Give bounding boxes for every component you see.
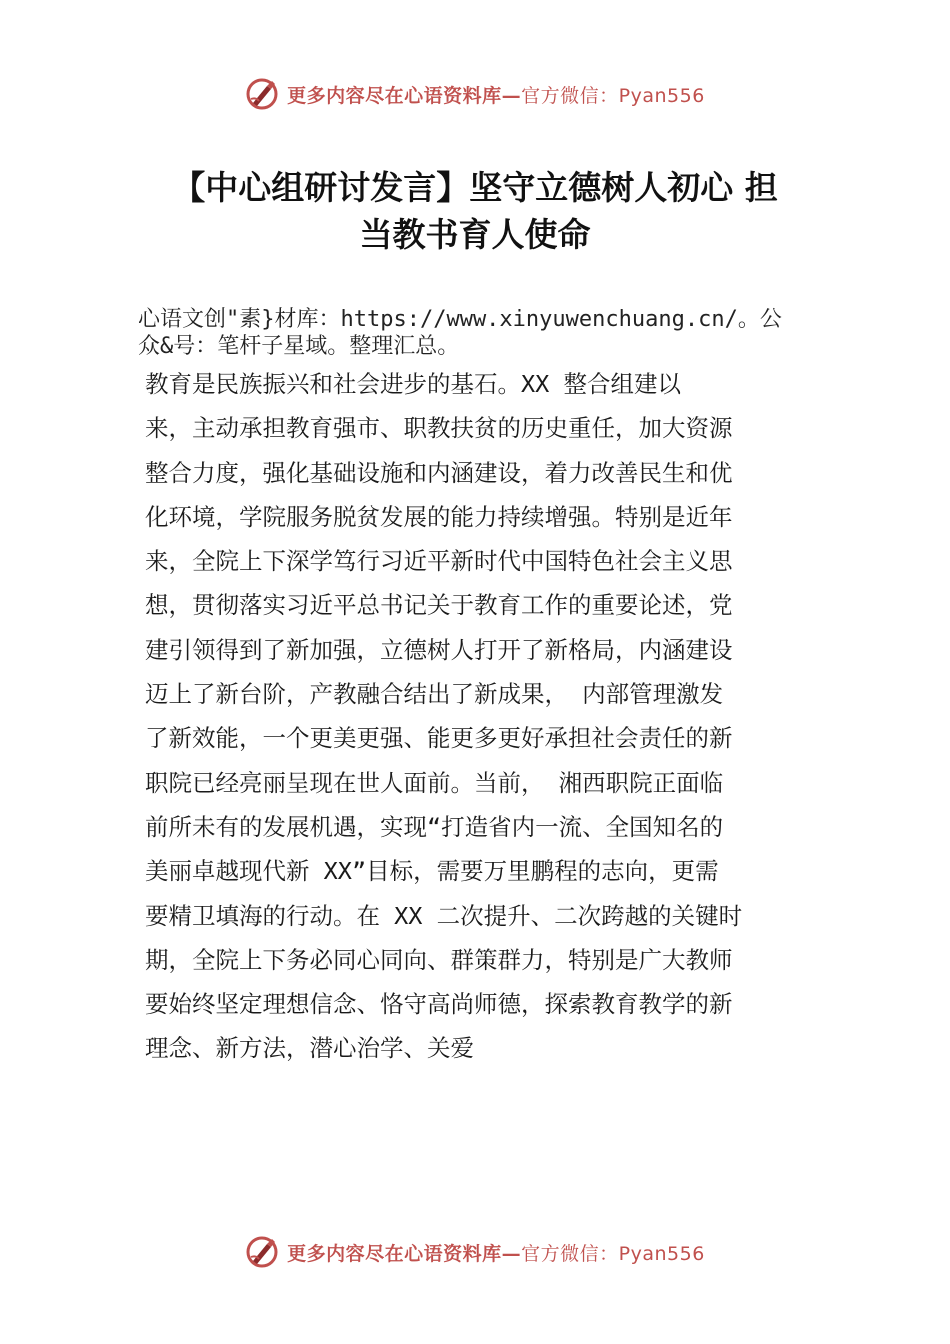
document-title: [60, 164, 890, 258]
source-note: [138, 306, 838, 360]
pen-logo-icon: [245, 77, 279, 111]
body-line: 要精卫填海的行动。在 XX 二次提升、二次跨越的关键时: [145, 901, 743, 930]
body-line: 化环境，学院服务脱贫发展的能力持续增强。特别是近年: [145, 502, 733, 531]
banner-text: 更多内容尽在心语资料库—官方微信：Pyan556: [287, 84, 705, 107]
header-banner: [0, 72, 950, 116]
pen-logo-icon: [245, 1235, 279, 1269]
banner-text: 更多内容尽在心语资料库—官方微信：Pyan556: [287, 1242, 705, 1265]
body-line: 期，全院上下务必同心同向、群策群力，特别是广大教师: [145, 945, 733, 974]
body-line: 理念、新方法，潜心治学、关爱: [145, 1034, 474, 1063]
body-line: 建引领得到了新加强，立德树人打开了新格局，内涵建设: [145, 635, 733, 664]
body-line: 想，贯彻落实习近平总书记关于教育工作的重要论述，党: [145, 591, 733, 620]
body-line: 了新效能，一个更美更强、能更多更好承担社会责任的新: [145, 724, 733, 753]
body-line: 教育是民族振兴和社会进步的基石。XX 整合组建以: [145, 370, 681, 398]
source-line: 心语文创"素}材库：https://www.xinyuwenchuang.cn/。公: [138, 307, 782, 332]
wechat-id: 官方微信：Pyan556: [521, 84, 705, 107]
body-line: 来，主动承担教育强市、职教扶贫的历史重任，加大资源: [145, 414, 733, 443]
title-line: 当教书育人使命: [359, 215, 591, 254]
footer-banner: [0, 1230, 950, 1274]
body-line: 要始终坚定理想信念、恪守高尚师德，探索教育教学的新: [145, 990, 733, 1019]
body-line: 前所未有的发展机遇，实现“打造省内一流、全国知名的: [145, 812, 724, 841]
source-line: 众&号：笔杆子星域。整理汇总。: [138, 334, 460, 359]
body-line: 迈上了新台阶，产教融合结出了新成果， 内部管理激发: [145, 680, 724, 709]
body-paragraph: [145, 362, 835, 1071]
body-line: 美丽卓越现代新 XX”目标，需要万里鹏程的志向，更需: [145, 857, 719, 886]
body-line: 职院已经亮丽呈现在世人面前。当前， 湘西职院正面临: [145, 768, 724, 797]
title-line: 【中心组研讨发言】坚守立德树人初心 担: [172, 168, 778, 207]
body-line: 整合力度，强化基础设施和内涵建设，着力改善民生和优: [145, 458, 733, 487]
body-line: 来，全院上下深学笃行习近平新时代中国特色社会主义思: [145, 547, 733, 576]
wechat-id: 官方微信：Pyan556: [521, 1242, 705, 1265]
